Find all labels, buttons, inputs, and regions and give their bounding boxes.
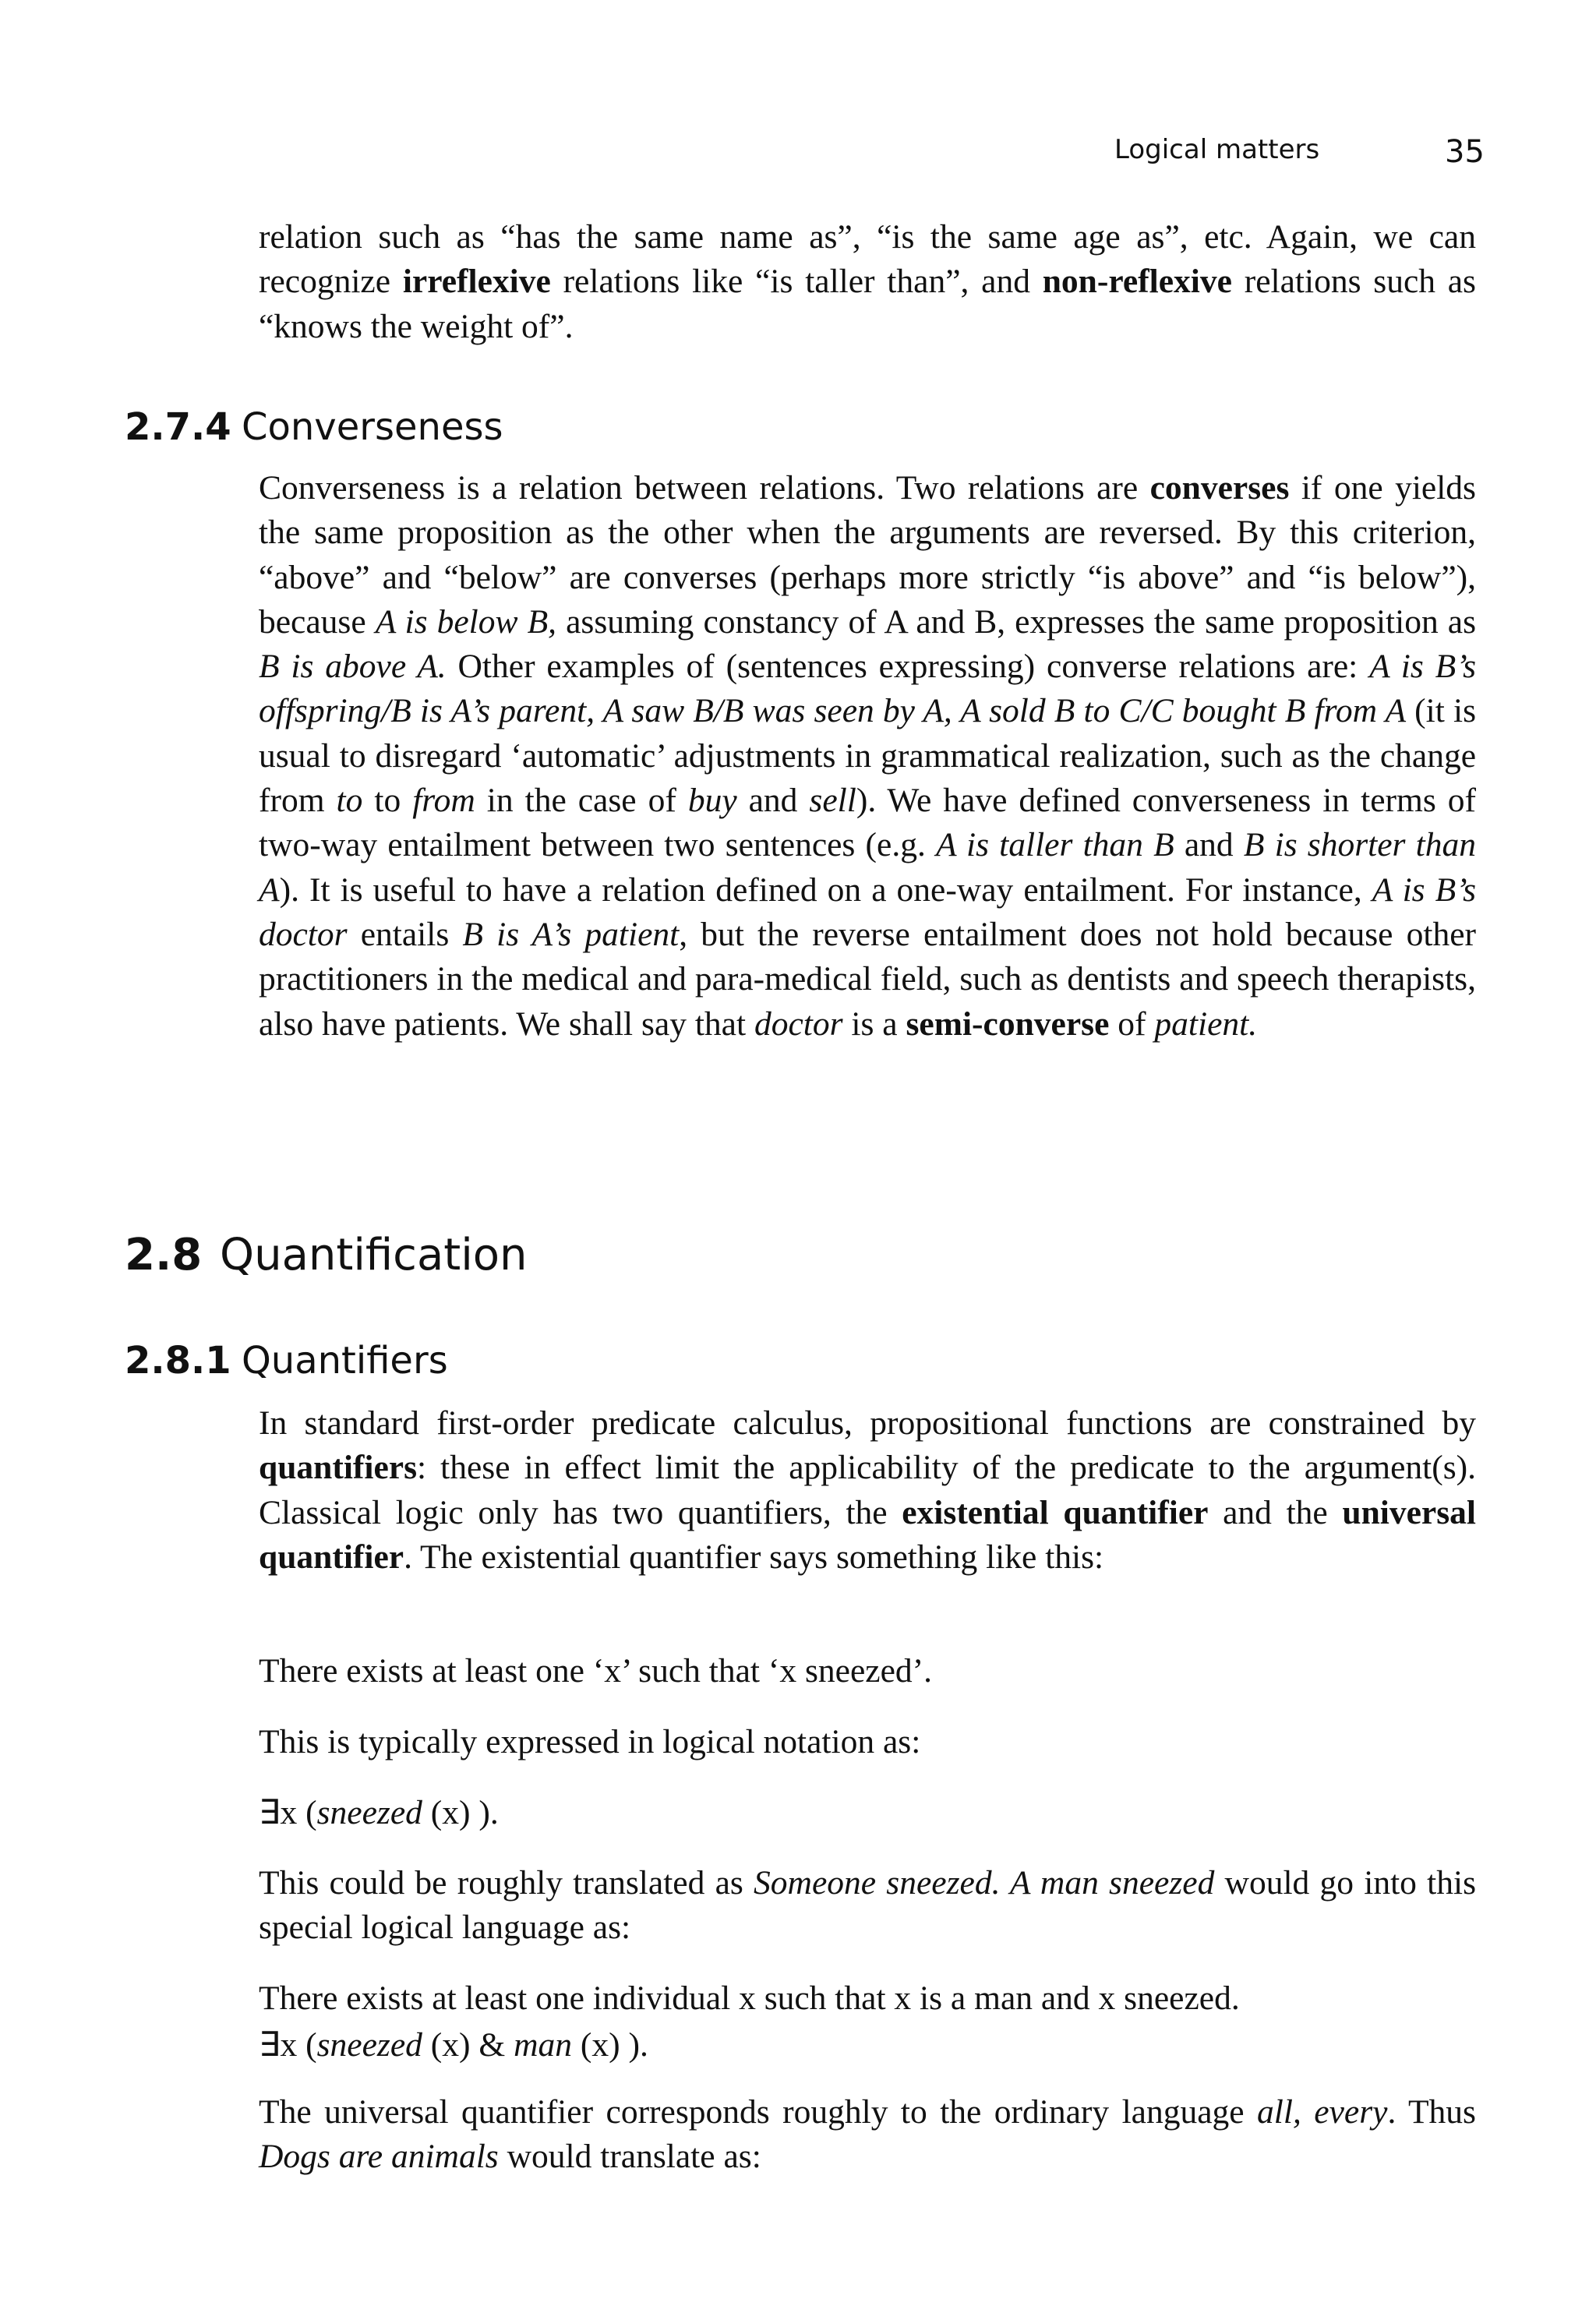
term-semi-converse: semi-converse (906, 1005, 1110, 1043)
section-heading-2-8 (125, 1230, 528, 1280)
paragraph-relations: relation such as “has the same name as”, “is the same age as”, etc. Again, we can recognize irreflexive relations like “is taller than”, and non-reflexive relations such as “knows the weight of”. (259, 218, 1476, 345)
term-existential-quantifier: existential quantifier (902, 1493, 1209, 1531)
paragraph-quantifiers: In standard first-order predicate calculus, propositional functions are constrained by quantifiers: these in effect limit the applicability of the predicate to the argument(s). Classical logic only has two quantifiers, the existential quantifier and the universal quantifier. The existential quantifier says something like this: (259, 1404, 1477, 1576)
term-irreflexive: irreflexive (402, 263, 551, 301)
formula-man-sneezed: ∃x (sneezed (x) & man (x) ). (259, 2026, 648, 2064)
section-number: 2.8.1 (125, 1339, 231, 1383)
running-title: Logical matters (1114, 134, 1320, 165)
term-universal-quantifier: universal quantifier (259, 1493, 1477, 1576)
section-title: Quantifiers (242, 1339, 448, 1383)
formula-existential: ∃x (sneezed (x) ). (259, 1794, 499, 1831)
term-converses: converses (1149, 469, 1290, 507)
page-number: 35 (1445, 134, 1485, 170)
section-heading-2-8-1 (125, 1339, 448, 1383)
section-heading-2-7-4 (125, 405, 503, 449)
section-number: 2.7.4 (125, 405, 231, 449)
paragraph-universal: The universal quantifier corresponds roughly to the ordinary language all, every. Thus Dogs are animals would translate as: (259, 2093, 1476, 2176)
section-title: Quantification (220, 1230, 528, 1280)
example-man-sneezed: There exists at least one individual x such that x is a man and x sneezed. (259, 1979, 1240, 2017)
section-number: 2.8 (125, 1230, 203, 1280)
notation-intro: This is typically expressed in logical notation as: (259, 1723, 921, 1760)
paragraph-translation: This could be roughly translated as Someone sneezed. A man sneezed would go into this special logical language as: (259, 1864, 1476, 1947)
paragraph-converseness: Converseness is a relation between relations. Two relations are converses if one yields the same proposition as the other when the arguments are reversed. By this criterion, “above” and “below” are converses (perhaps more strictly “is above” and “is below”), because A is below B, assuming constancy of A and B, expresses the same proposition as B is above A. Other examples of (sentences expressing) converse relations are: A is B’s offspring/B is A’s parent, A saw B/B was seen by A, A sold B to C/C bought B from A (it is usual to disregard ‘automatic’ adjustments in grammatical realization, such as the change from to to from in the case of buy and sell). We have defined converseness in terms of two-way entailment between two sentences (e.g. A is taller than B and B is shorter than A). It is useful to have a relation defined on a one-way entailment. For instance, A is B’s doctor entails B is A’s patient, but the reverse entailment does not hold because other practitioners in the medical and para-medical field, such as dentists and speech therapists, also have patients. We shall say that doctor is a semi-converse of patient. (259, 469, 1477, 1043)
example-existential: There exists at least one ‘x’ such that ‘x sneezed’. (259, 1652, 933, 1690)
term-quantifiers: quantifiers (259, 1449, 418, 1487)
term-non-reflexive: non-reflexive (1042, 263, 1232, 301)
section-title: Converseness (242, 405, 503, 449)
